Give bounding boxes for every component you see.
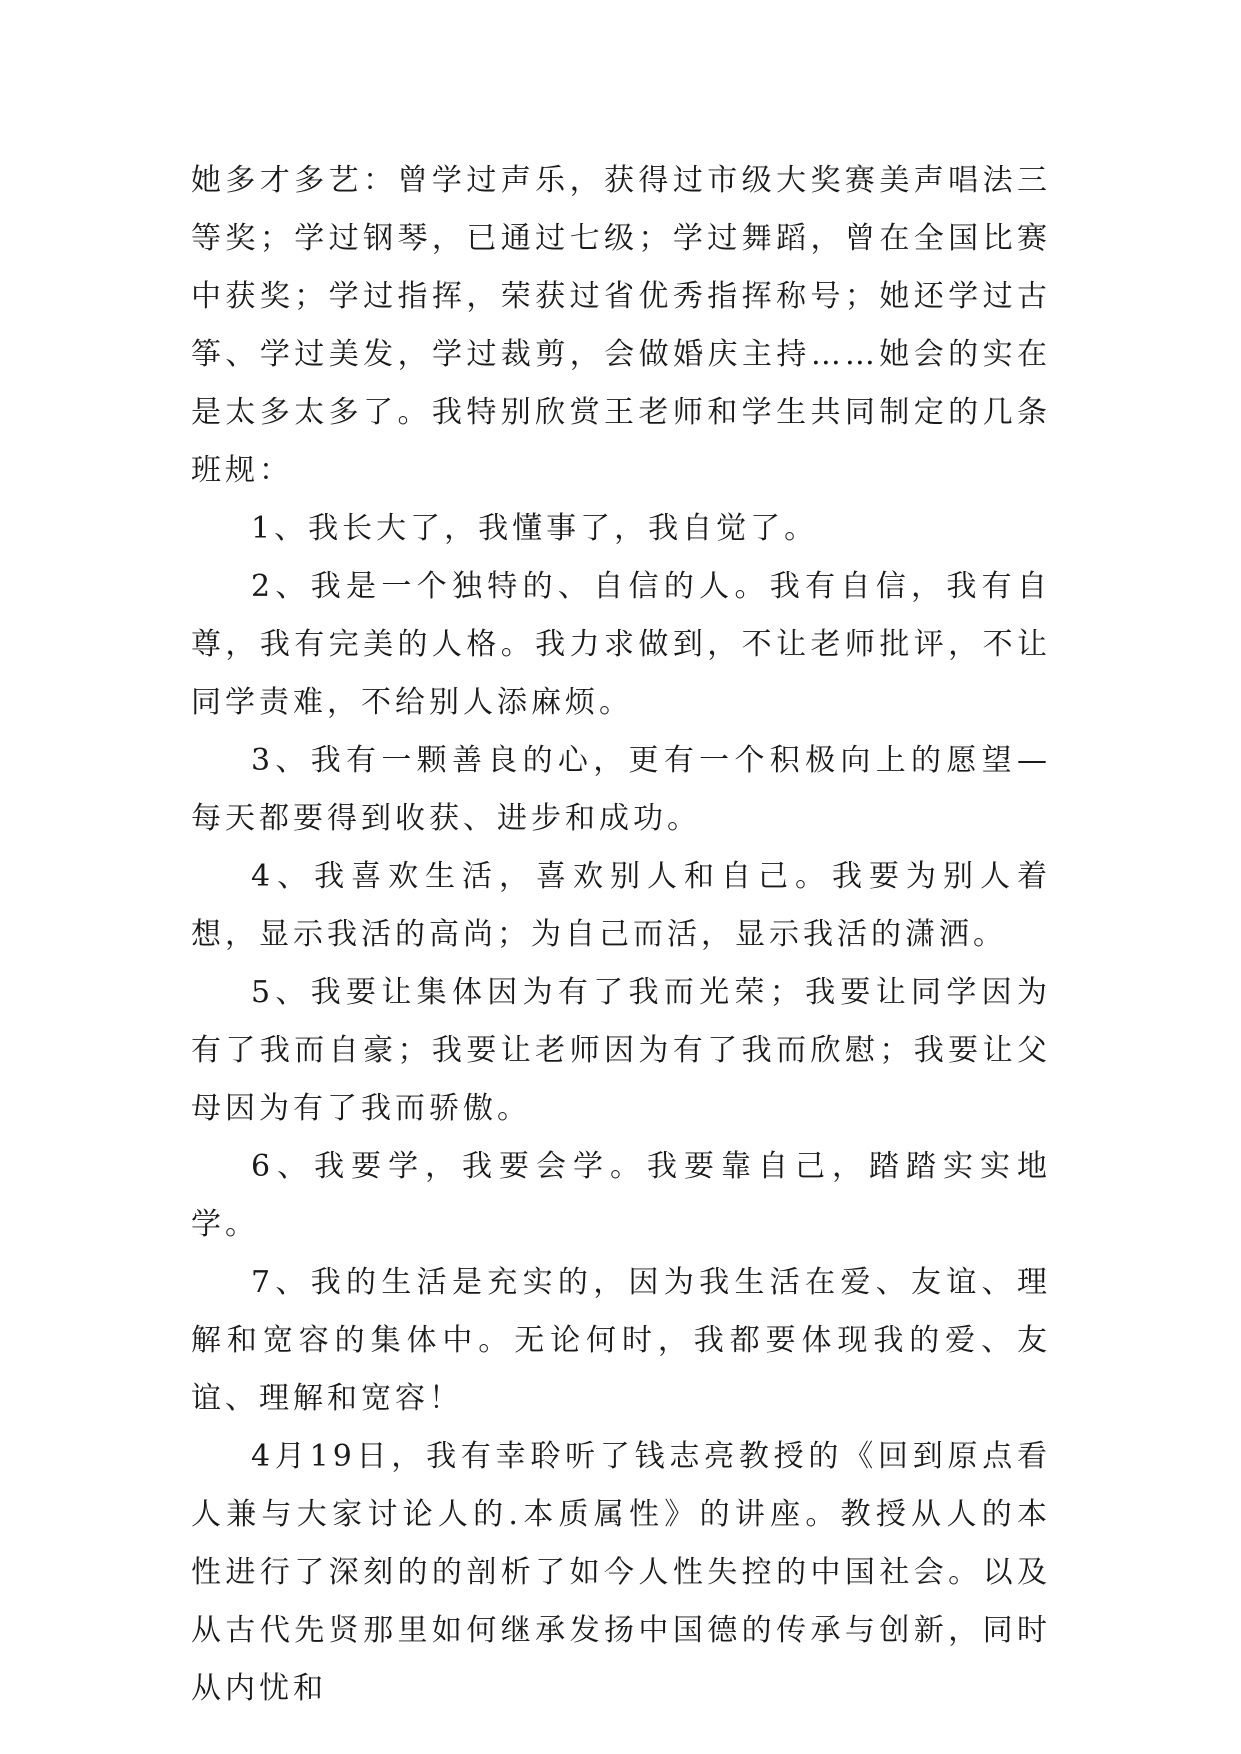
paragraph-lecture: 4月19日，我有幸聆听了钱志亮教授的《回到原点看人兼与大家讨论人的.本质属性》的讲座。教授从人的本性进行了深刻的的剖析了如今人性失控的中国社会。以及从古代先贤那里如何继承发扬中国德的传承与创新，同时从内忧和 (191, 1439, 1051, 1706)
paragraph-rule-2: 2、我是一个独特的、自信的人。我有自信，我有自尊，我有完美的人格。我力求做到，不让老师批评，不让同学责难，不给别人添麻烦。 (191, 569, 1051, 720)
paragraph-rule-7: 7、我的生活是充实的，因为我生活在爱、友谊、理解和宽容的集体中。无论何时，我都要体现我的爱、友谊、理解和宽容！ (191, 1265, 1051, 1416)
paragraph-rule-1: 1、我长大了，我懂事了，我自觉了。 (251, 511, 819, 546)
paragraph-rule-3: 3、我有一颗善良的心，更有一个积极向上的愿望—每天都要得到收获、进步和成功。 (191, 743, 1051, 836)
paragraph-rule-5: 5、我要让集体因为有了我而光荣；我要让同学因为有了我而自豪；我要让老师因为有了我而欣慰；我要让父母因为有了我而骄傲。 (191, 975, 1051, 1126)
paragraph-rule-6: 6、我要学，我要会学。我要靠自己，踏踏实实地学。 (191, 1149, 1051, 1242)
paragraph-intro: 她多才多艺：曾学过声乐，获得过市级大奖赛美声唱法三等奖；学过钢琴，已通过七级；学过舞蹈，曾在全国比赛中获奖；学过指挥，荣获过省优秀指挥称号；她还学过古筝、学过美发，学过裁剪，会做婚庆主持……她会的实在是太多太多了。我特别欣赏王老师和学生共同制定的几条班规： (191, 163, 1051, 488)
paragraph-rule-4: 4、我喜欢生活，喜欢别人和自己。我要为别人着想，显示我活的高尚；为自己而活，显示我活的潇洒。 (191, 859, 1051, 952)
document-body (191, 152, 1051, 1718)
